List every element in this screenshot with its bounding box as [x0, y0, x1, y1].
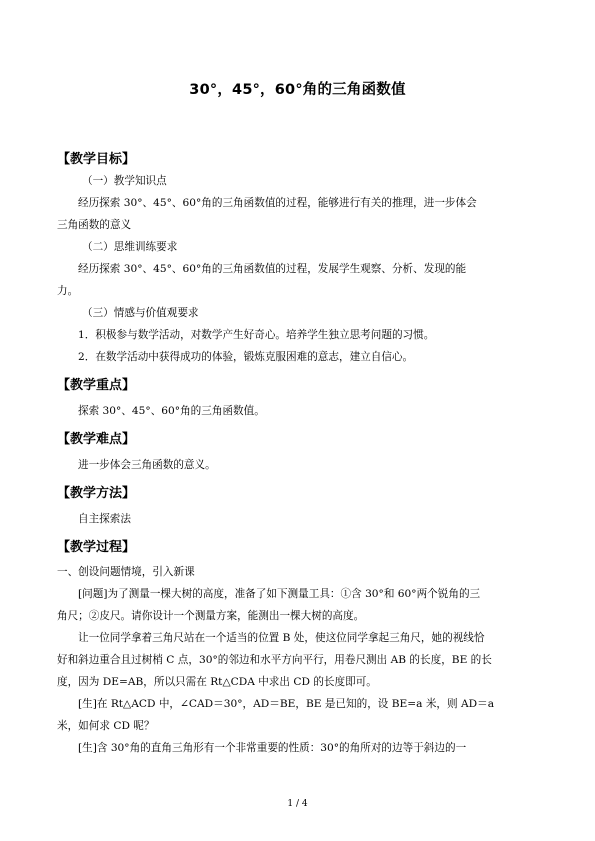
key-points-text: 探索 30°、45°、60°角的三角函数值。	[78, 405, 265, 417]
difficulties-text: 进一步体会三角函数的意义。	[78, 459, 216, 471]
page-title: 30°，45°，60°角的三角函数值	[189, 82, 406, 98]
objectives-sub2-line1: 经历探索 30°、45°、60°角的三角函数值的过程，发展学生观察、分析、发现的能	[78, 263, 467, 275]
objectives-sub2-line2: 力。	[57, 285, 79, 297]
heading-difficulties: 【教学难点】	[57, 432, 136, 447]
objectives-sub1-title: （一）教学知识点	[82, 175, 167, 187]
objectives-sub3-item2: 2．在数学活动中获得成功的体验，锻炼克服困难的意志，建立自信心。	[78, 351, 414, 363]
heading-objectives: 【教学目标】	[57, 152, 136, 167]
process-plan-line2: 好和斜边重合且过树梢 C 点，30°的邻边和水平方向平行，用卷尺测出 AB 的长度，BE 的长	[57, 654, 492, 666]
objectives-sub2-title: （二）思维训练要求	[82, 241, 178, 253]
process-plan-line3: 度，因为 DE=AB，所以只需在 Rt△CDA 中求出 CD 的长度即可。	[57, 676, 377, 688]
heading-methods: 【教学方法】	[57, 486, 136, 501]
objectives-sub3-title: （三）情感与价值观要求	[82, 307, 199, 319]
heading-process: 【教学过程】	[57, 540, 136, 555]
page-number: 1 / 4	[287, 799, 308, 809]
process-student2-line1: [生]含 30°角的直角三角形有一个非常重要的性质：30°的角所对的边等于斜边的一	[78, 742, 467, 754]
process-question-line2: 角尺；②皮尺。请你设计一个测量方案，能测出一棵大树的高度。	[57, 610, 365, 622]
objectives-sub1-line1: 经历探索 30°、45°、60°角的三角函数值的过程，能够进行有关的推理，进一步体会	[78, 197, 477, 209]
objectives-sub1-line2: 三角函数的意义	[57, 219, 132, 231]
process-student-line2: 米，如何求 CD 呢？	[57, 720, 155, 732]
methods-text: 自主探索法	[78, 513, 131, 525]
process-plan-line1: 让一位同学拿着三角尺站在一个适当的位置 B 处，使这位同学拿起三角尺，她的视线恰	[78, 632, 485, 644]
objectives-sub3-item1: 1．积极参与数学活动，对数学产生好奇心。培养学生独立思考问题的习惯。	[78, 329, 435, 341]
process-student-line1: [生]在 Rt△ACD 中，∠CAD＝30°，AD＝BE，BE 是已知的，设 BE=a 米，则 AD＝a	[78, 698, 495, 710]
heading-key-points: 【教学重点】	[57, 378, 136, 393]
process-question-line1: [问题]为了测量一棵大树的高度，准备了如下测量工具：①含 30°和 60°两个锐角的三	[78, 588, 481, 600]
process-section1: 一、创设问题情境，引入新课	[57, 566, 195, 578]
